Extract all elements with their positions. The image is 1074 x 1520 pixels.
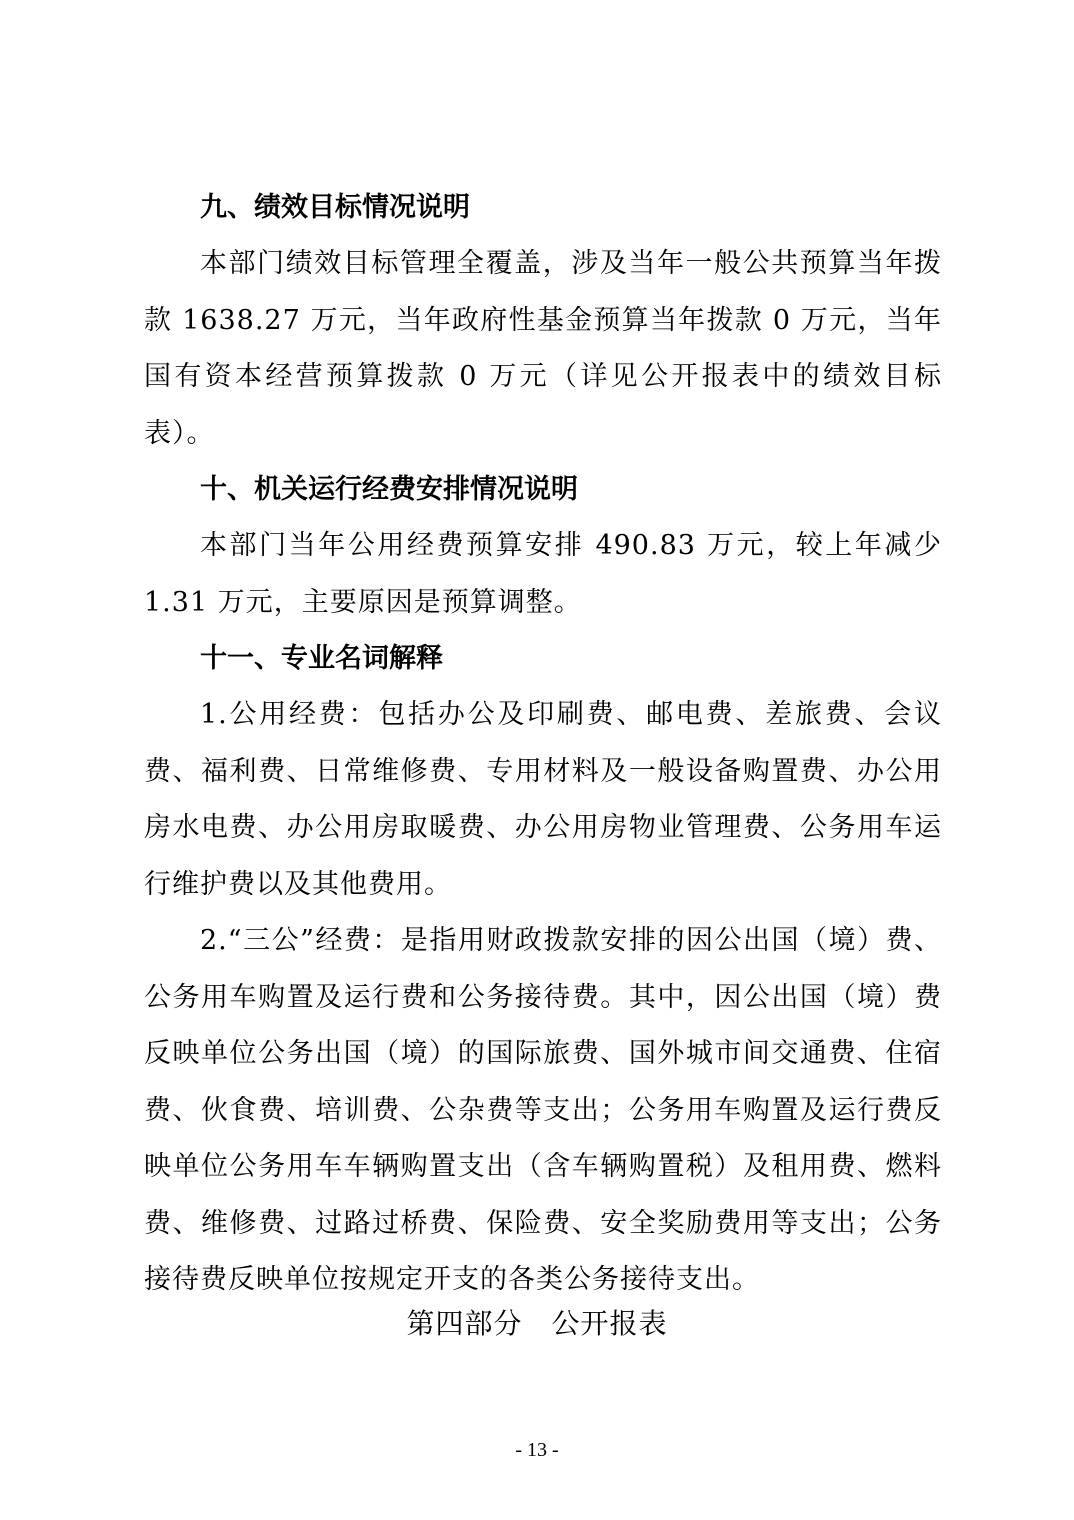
part-title: 第四部分 公开报表 <box>406 1307 668 1340</box>
paragraph-glossary-public-funds: 1.公用经费：包括办公及印刷费、邮电费、差旅费、会议费、福利费、日常维修费、专用材料及一般设备购置费、办公用房水电费、办公用房取暖费、办公用房物业管理费、公务用车运行维护费以及其他费用。 <box>144 699 942 900</box>
section-heading-performance: 九、绩效目标情况说明 <box>200 192 470 223</box>
page-number: - 13 - <box>515 1439 559 1461</box>
paragraph-glossary-three-public: 2.“三公”经费：是指用财政拨款安排的因公出国（境）费、公务用车购置及运行费和公务接待费。其中，因公出国（境）费反映单位公务出国（境）的国际旅费、国外城市间交通费、住宿费、伙食费、培训费、公杂费等支出；公务用车购置及运行费反映单位公务用车车辆购置支出（含车辆购置税）及租用费、燃料费、维修费、过路过桥费、保险费、安全奖励费用等支出；公务接待费反映单位按规定开支的各类公务接待支出。 <box>144 925 942 1295</box>
section-heading-glossary: 十一、专业名词解释 <box>200 643 443 674</box>
section-heading-operating-expenses: 十、机关运行经费安排情况说明 <box>200 474 578 505</box>
paragraph-operating-expenses: 本部门当年公用经费预算安排 490.83 万元，较上年减少 1.31 万元，主要原因是预算调整。 <box>144 530 942 618</box>
document-body <box>144 180 942 1309</box>
paragraph-performance: 本部门绩效目标管理全覆盖，涉及当年一般公共预算当年拨款 1638.27 万元，当年政府性基金预算当年拨款 0 万元，当年国有资本经营预算拨款 0 万元（详见公开报表中的绩效目标表）。 <box>144 248 942 449</box>
